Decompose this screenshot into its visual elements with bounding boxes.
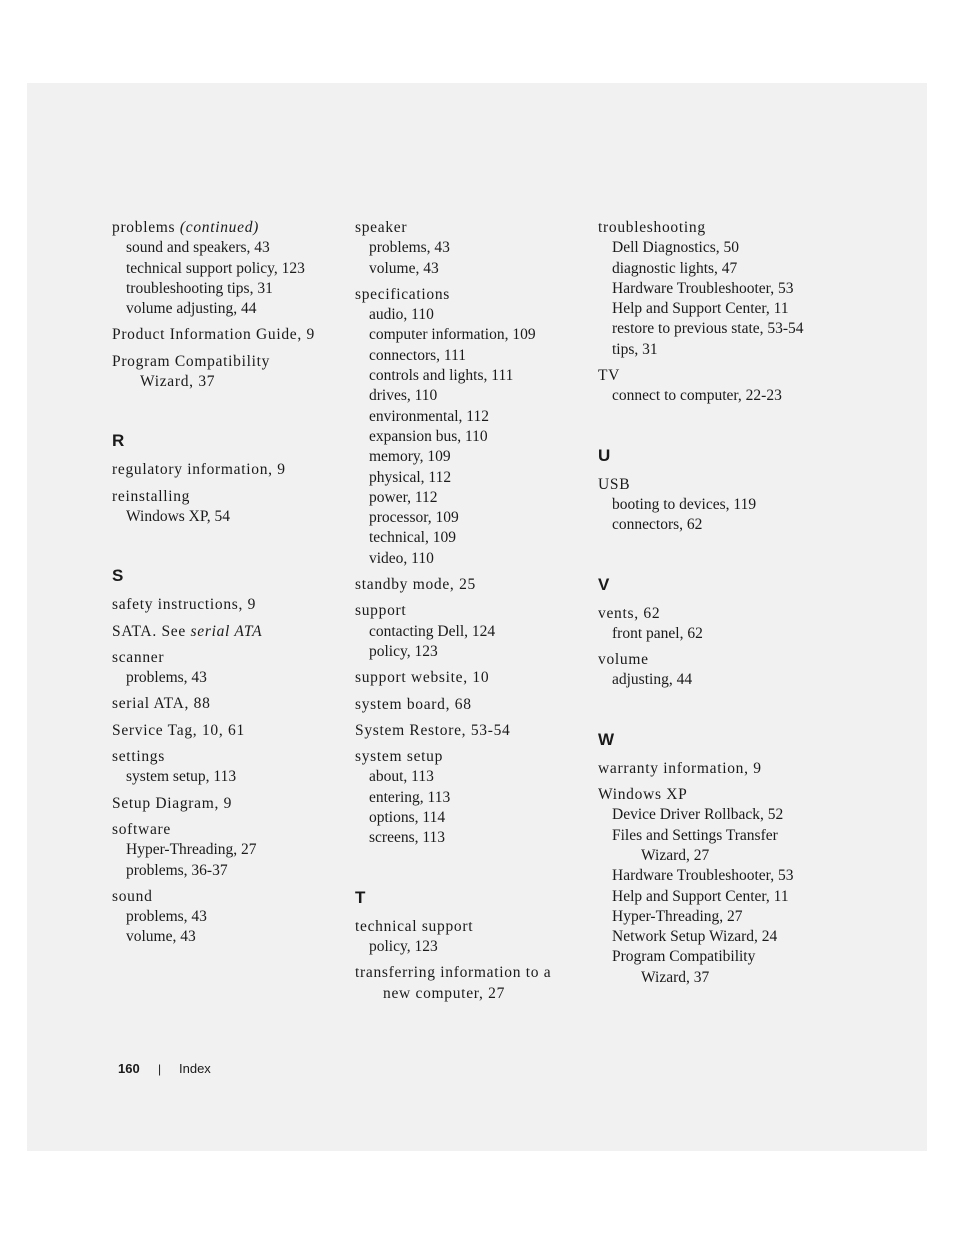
subentry: drives, 110 [369,387,438,405]
subentry: Hyper-Threading, 27 [612,907,743,925]
subentry-continued: Wizard, 27 [641,846,710,864]
index-entry-serial-ata: serial ATA, 88 [112,695,211,713]
subentry: connect to computer, 22-23 [612,387,782,405]
subentry: connectors, 62 [612,516,703,534]
index-entry-speaker: speaker problems, 43 volume, 43 [355,218,585,279]
subentry: video, 110 [369,549,434,567]
index-entry-sata: SATA. See serial ATA [112,622,263,640]
index-entry-standby: standby mode, 25 [355,576,476,594]
index-entry-warranty: warranty information, 9 [598,759,762,777]
subentry: physical, 112 [369,468,452,486]
index-entry-regulatory: regulatory information, 9 [112,461,286,479]
subentry: Hyper-Threading, 27 [126,841,257,859]
subentry: tips, 31 [612,340,658,358]
subentry: problems, 43 [126,669,207,687]
index-entry-settings: settings system setup, 113 [112,747,342,788]
index-column-1 [112,218,342,954]
subentry: Help and Support Center, 11 [612,300,789,318]
subentry: restore to previous state, 53-54 [612,320,804,338]
page-number: 160 [118,1061,140,1076]
subentry: entering, 113 [369,788,451,806]
subentry: problems, 43 [369,239,450,257]
subentry: technical support policy, 123 [126,259,305,277]
index-entry-sound: sound problems, 43 volume, 43 [112,887,342,948]
index-entry-system-setup: system setup about, 113 entering, 113 options, 114 screens, 113 [355,747,585,848]
subentry: system setup, 113 [126,768,237,786]
subentry: computer information, 109 [369,326,536,344]
subentry: Files and Settings Transfer [612,826,778,844]
index-column-2 [355,218,585,1010]
section-letter-v: V [598,574,610,594]
index-entry-software: software Hyper-Threading, 27 problems, 36-37 [112,820,342,881]
index-entry-service-tag: Service Tag, 10, 61 [112,721,245,739]
section-letter-r: R [112,431,125,451]
subentry: Network Setup Wizard, 24 [612,928,778,946]
footer-section-label: Index [179,1061,211,1076]
subentry: Windows XP, 54 [126,507,231,525]
section-letter-t: T [355,887,366,907]
index-entry-windows-xp: Windows XP Device Driver Rollback, 52 Files and Settings Transfer Wizard, 27 Hardware Troubleshooter, 53 Help and Support Center, 11 Hyper-Threading, 27 Network Setup Wizard, 24 Program Compatibility Wizard, 37 [598,785,828,988]
subentry-continued: Wizard, 37 [641,968,710,986]
subentry: controls and lights, 111 [369,367,514,385]
subentry: expansion bus, 110 [369,427,488,445]
footer-separator: | [158,1062,162,1076]
subentry: volume, 43 [369,259,439,277]
subentry: memory, 109 [369,448,451,466]
index-entry-volume: volume adjusting, 44 [598,650,828,691]
subentry: power, 112 [369,488,438,506]
index-entry-support-website: support website, 10 [355,669,490,687]
subentry: screens, 113 [369,829,446,847]
subentry: volume adjusting, 44 [126,300,257,318]
subentry: connectors, 111 [369,346,466,364]
index-entry-scanner: scanner problems, 43 [112,648,342,689]
index-entry-specifications: specifications audio, 110 computer information, 109 connectors, 111 controls and lights, 111 drives, 110 environmental, 112 expansion bus, 110 memory, 109 physical, 112 power, 112 processor, 109 technical, 109 video, 110 [355,285,585,569]
index-entry-tv: TV connect to computer, 22-23 [598,366,828,407]
subentry: policy, 123 [369,642,438,660]
index-entry-product-info: Product Information Guide, 9 [112,326,315,344]
section-letter-s: S [112,566,124,586]
subentry: environmental, 112 [369,407,489,425]
subentry: Hardware Troubleshooter, 53 [612,279,794,297]
subentry: about, 113 [369,768,434,786]
subentry: options, 114 [369,809,446,827]
index-entry-system-board: system board, 68 [355,695,472,713]
subentry: front panel, 62 [612,624,703,642]
subentry: Help and Support Center, 11 [612,887,789,905]
subentry: diagnostic lights, 47 [612,259,738,277]
index-entry-setup-diagram: Setup Diagram, 9 [112,794,233,812]
entry-head: problems [112,219,180,236]
subentry: sound and speakers, 43 [126,239,270,257]
subentry: policy, 123 [369,937,438,955]
index-entry-problems [112,218,342,319]
subentry: contacting Dell, 124 [369,622,496,640]
subentry: problems, 43 [126,908,207,926]
subentry: booting to devices, 119 [612,495,757,513]
index-column-3 [598,218,828,994]
index-entry-usb: USB booting to devices, 119 connectors, 62 [598,475,828,536]
index-entry-support: support contacting Dell, 124 policy, 123 [355,601,585,662]
subentry: Hardware Troubleshooter, 53 [612,867,794,885]
continued-label: (continued) [179,219,260,236]
subentry: troubleshooting tips, 31 [126,279,273,297]
subentry: Dell Diagnostics, 50 [612,239,739,257]
see-reference: serial ATA [190,622,263,640]
index-entry-transferring: transferring information to a new computer, 27 [355,964,552,1002]
section-letter-w: W [598,729,615,749]
subentry: volume, 43 [126,928,196,946]
subentry: technical, 109 [369,529,456,547]
index-entry-reinstalling: reinstalling Windows XP, 54 [112,487,342,528]
index-entry-technical-support: technical support policy, 123 [355,917,585,958]
subentry: Device Driver Rollback, 52 [612,806,784,824]
subentry: processor, 109 [369,509,459,527]
subentry: problems, 36-37 [126,861,228,879]
index-entry-safety: safety instructions, 9 [112,596,257,614]
index-entry-vents: vents, 62 front panel, 62 [598,604,828,645]
index-entry-troubleshooting: troubleshooting Dell Diagnostics, 50 diagnostic lights, 47 Hardware Troubleshooter, 53 Help and Support Center, 11 restore to previous state, 53-54 tips, 31 [598,218,828,360]
index-entry-program-compat: Program Compatibility Wizard, 37 [112,352,271,391]
subentry: adjusting, 44 [612,671,693,689]
section-letter-u: U [598,445,611,465]
index-entry-system-restore: System Restore, 53-54 [355,721,511,739]
subentry: Program Compatibility [612,948,756,966]
subentry: audio, 110 [369,306,434,324]
